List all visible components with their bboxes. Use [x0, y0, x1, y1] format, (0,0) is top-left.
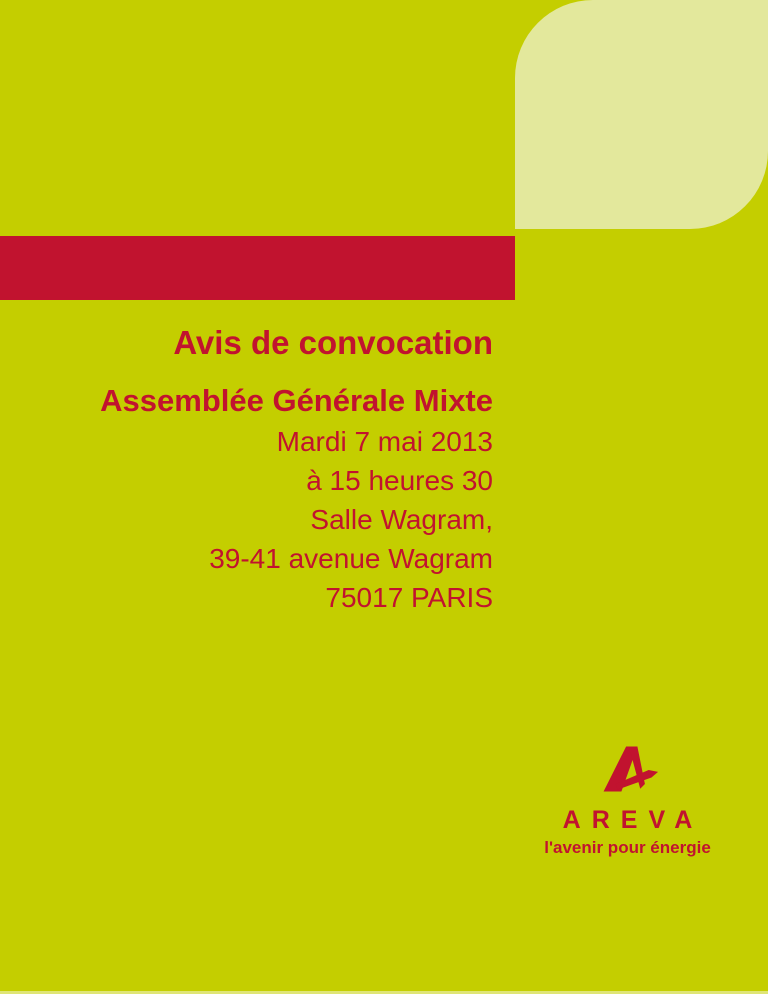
- areva-a-icon: [597, 744, 659, 794]
- leaf-shape: [515, 0, 768, 229]
- event-address: 39-41 avenue Wagram: [209, 543, 493, 574]
- areva-tagline: l'avenir pour énergie: [544, 838, 711, 857]
- areva-wordmark: AREVA: [562, 806, 704, 834]
- event-city: 75017 PARIS: [325, 582, 493, 613]
- meeting-title: Assemblée Générale Mixte: [100, 383, 493, 418]
- event-date: Mardi 7 mai 2013: [276, 426, 493, 457]
- cover-text-block: [100, 325, 493, 617]
- event-venue: Salle Wagram,: [310, 504, 493, 535]
- page-title: Avis de convocation: [173, 324, 493, 361]
- event-time: à 15 heures 30: [306, 465, 493, 496]
- areva-logo: [545, 744, 710, 858]
- event-details: [100, 422, 493, 617]
- red-banner: [0, 236, 515, 300]
